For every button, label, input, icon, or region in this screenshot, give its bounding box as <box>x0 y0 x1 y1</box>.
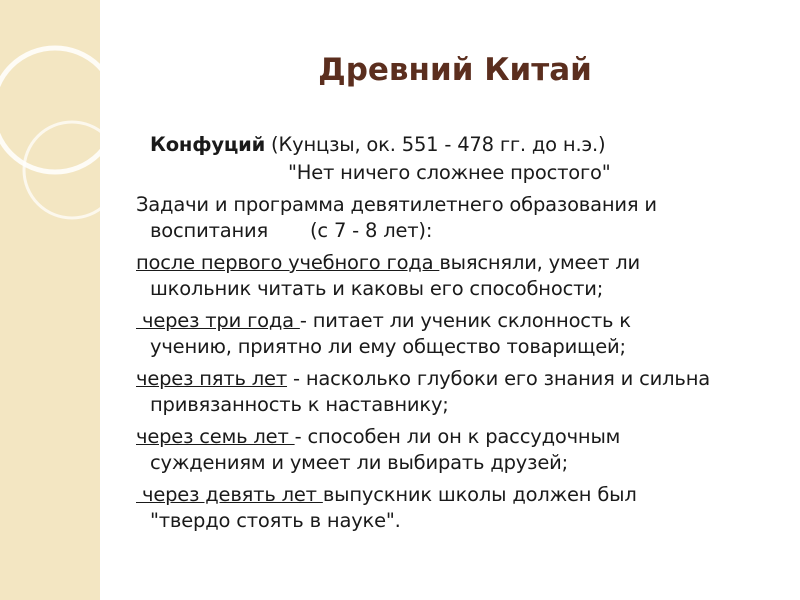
stage-desc: суждениям и умеет ли выбирать друзей; <box>150 451 568 474</box>
intro-line: воспитания (с 7 - 8 лет): <box>150 219 433 242</box>
stage-item <box>138 250 788 302</box>
quote: "Нет ничего сложнее простого" <box>288 161 611 184</box>
stage-desc: - питает ли ученик склонность к <box>299 309 631 332</box>
slide-title: Древний Китай <box>318 52 592 88</box>
stage-desc: - способен ли он к рассудочным <box>294 425 621 448</box>
stage-item <box>138 482 788 534</box>
stage-desc: учению, приятно ли ему общество товарищей; <box>150 335 626 358</box>
stage-desc: выясняли, умеет ли <box>439 251 641 274</box>
stage-item <box>138 308 788 360</box>
intro-line: Задачи и программа девятилетнего образования и <box>136 193 657 216</box>
author-line <box>138 132 788 158</box>
slide-body <box>138 132 788 534</box>
stage-desc: - насколько глубоки его знания и сильна <box>287 367 711 390</box>
stage-desc: привязанность к наставнику; <box>150 393 449 416</box>
author-name: Конфуций <box>150 133 266 156</box>
intro-paragraph <box>138 192 788 244</box>
stage-desc: "твердо стоять в науке". <box>150 509 401 532</box>
ring-decor-icon <box>0 0 140 260</box>
stage-item <box>138 366 788 418</box>
stage-item <box>138 424 788 476</box>
stage-term: после первого учебного года <box>136 251 440 274</box>
stage-desc: выпускник школы должен был <box>322 483 637 506</box>
stage-term: через три года <box>136 309 300 332</box>
stage-term: через семь лет <box>136 425 295 448</box>
stage-term: через пять лет <box>136 367 288 390</box>
author-dates: (Кунцзы, ок. 551 - 478 гг. до н.э.) <box>265 133 606 156</box>
stage-desc: школьник читать и каковы его способности; <box>150 277 604 300</box>
stage-term: через девять лет <box>136 483 323 506</box>
